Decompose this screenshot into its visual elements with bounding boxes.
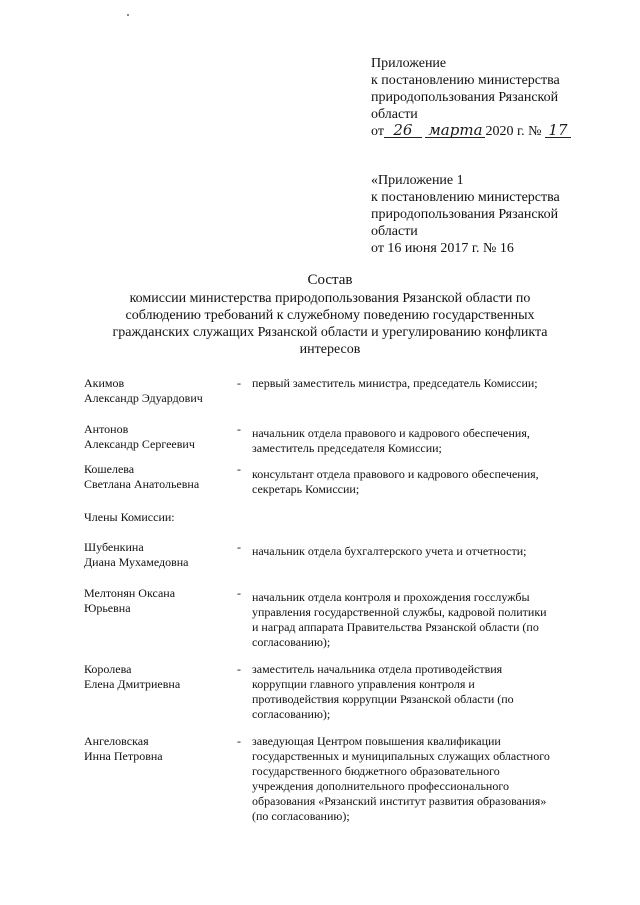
name-line: Светлана Анатольевна (84, 477, 200, 491)
handwritten-month: марта (425, 123, 485, 138)
member-role (252, 734, 572, 824)
name-line: Акимов (84, 376, 125, 390)
dash-separator: - (237, 540, 241, 554)
appendix-line: природопользования Рязанской (371, 90, 559, 105)
member-name (84, 422, 229, 452)
name-line: Инна Петровна (84, 749, 163, 763)
handwritten-day: 26 (384, 123, 422, 138)
dash-separator: - (237, 586, 241, 600)
member-name (84, 586, 229, 616)
role-line: и наград аппарата Правительства Рязанской области (по (252, 620, 539, 634)
scan-speck (127, 14, 129, 16)
member-role (252, 590, 572, 650)
role-line: заведующая Центром повышения квалификации (252, 734, 501, 748)
dash-separator: - (237, 376, 241, 390)
role-line: (по согласованию); (252, 809, 350, 823)
member-role (252, 376, 572, 391)
quoted-line: «Приложение 1 (371, 173, 464, 188)
quoted-line: к постановлению министерства (371, 190, 560, 205)
title-line: гражданских служащих Рязанской области и урегулированию конфликта (112, 325, 548, 340)
role-line: заместитель начальника отдела противодействия (252, 662, 503, 676)
date-prefix: от (371, 124, 384, 139)
role-line: согласованию); (252, 707, 331, 721)
role-line: коррупции главного управления контроля и (252, 677, 475, 691)
quoted-line: природопользования Рязанской (371, 207, 559, 222)
name-line: Кошелева (84, 462, 135, 476)
members-label: Члены Комиссии: (84, 510, 175, 524)
role-line: противодействия коррупции Рязанской области (по (252, 692, 514, 706)
name-line: Юрьевна (84, 601, 131, 615)
date-year: 2020 г. № (485, 124, 542, 139)
name-line: Антонов (84, 422, 129, 436)
dash-separator: - (237, 662, 241, 676)
role-line: образования «Рязанский институт развития образования» (252, 794, 547, 808)
name-line: Королева (84, 662, 132, 676)
member-name (84, 662, 229, 692)
role-line: начальник отдела бухгалтерского учета и отчетности; (252, 544, 527, 558)
title-line: соблюдению требований к служебному поведению государственных (125, 308, 535, 323)
role-line: заместитель председателя Комиссии; (252, 441, 442, 455)
dash-separator: - (237, 734, 241, 748)
quoted-appendix (371, 172, 621, 257)
name-line: Диана Мухамедовна (84, 555, 189, 569)
role-line: государственных и муниципальных служащих областного (252, 749, 550, 763)
role-line: начальник отдела правового и кадрового обеспечения, (252, 426, 530, 440)
name-line: Шубенкина (84, 540, 144, 554)
role-line: начальник отдела контроля и прохождения госслужбы (252, 590, 530, 604)
handwritten-number: 17 (545, 123, 571, 138)
document-title (60, 272, 600, 358)
title-line: комиссии министерства природопользования Рязанской области по (129, 291, 531, 306)
member-name (84, 462, 229, 492)
member-role (252, 426, 572, 456)
title-main: Состав (307, 272, 353, 288)
member-name (84, 376, 229, 406)
name-line: Ангеловская (84, 734, 149, 748)
appendix-header (371, 55, 621, 140)
quoted-line: от 16 июня 2017 г. № 16 (371, 241, 514, 256)
dash-separator: - (237, 462, 241, 476)
appendix-line: области (371, 107, 418, 122)
quoted-line: области (371, 224, 418, 239)
member-name (84, 540, 229, 570)
title-line: интересов (299, 342, 361, 357)
role-line: секретарь Комиссии; (252, 482, 360, 496)
appendix-date-line (371, 123, 621, 140)
name-line: Елена Дмитриевна (84, 677, 181, 691)
member-role (252, 544, 572, 559)
name-line: Александр Сергеевич (84, 437, 195, 451)
role-line: учреждения дополнительного профессионального (252, 779, 509, 793)
role-line: управления государственной службы, кадровой политики (252, 605, 547, 619)
member-name (84, 734, 229, 764)
role-line: государственного бюджетного образовательного (252, 764, 500, 778)
member-role (252, 662, 572, 722)
name-line: Александр Эдуардович (84, 391, 203, 405)
role-line: согласованию); (252, 635, 331, 649)
dash-separator: - (237, 422, 241, 436)
appendix-line: Приложение (371, 56, 447, 71)
member-role (252, 467, 572, 497)
role-line: первый заместитель министра, председатель Комиссии; (252, 376, 538, 390)
name-line: Мелтонян Оксана (84, 586, 176, 600)
appendix-line: к постановлению министерства (371, 73, 560, 88)
role-line: консультант отдела правового и кадрового обеспечения, (252, 467, 539, 481)
